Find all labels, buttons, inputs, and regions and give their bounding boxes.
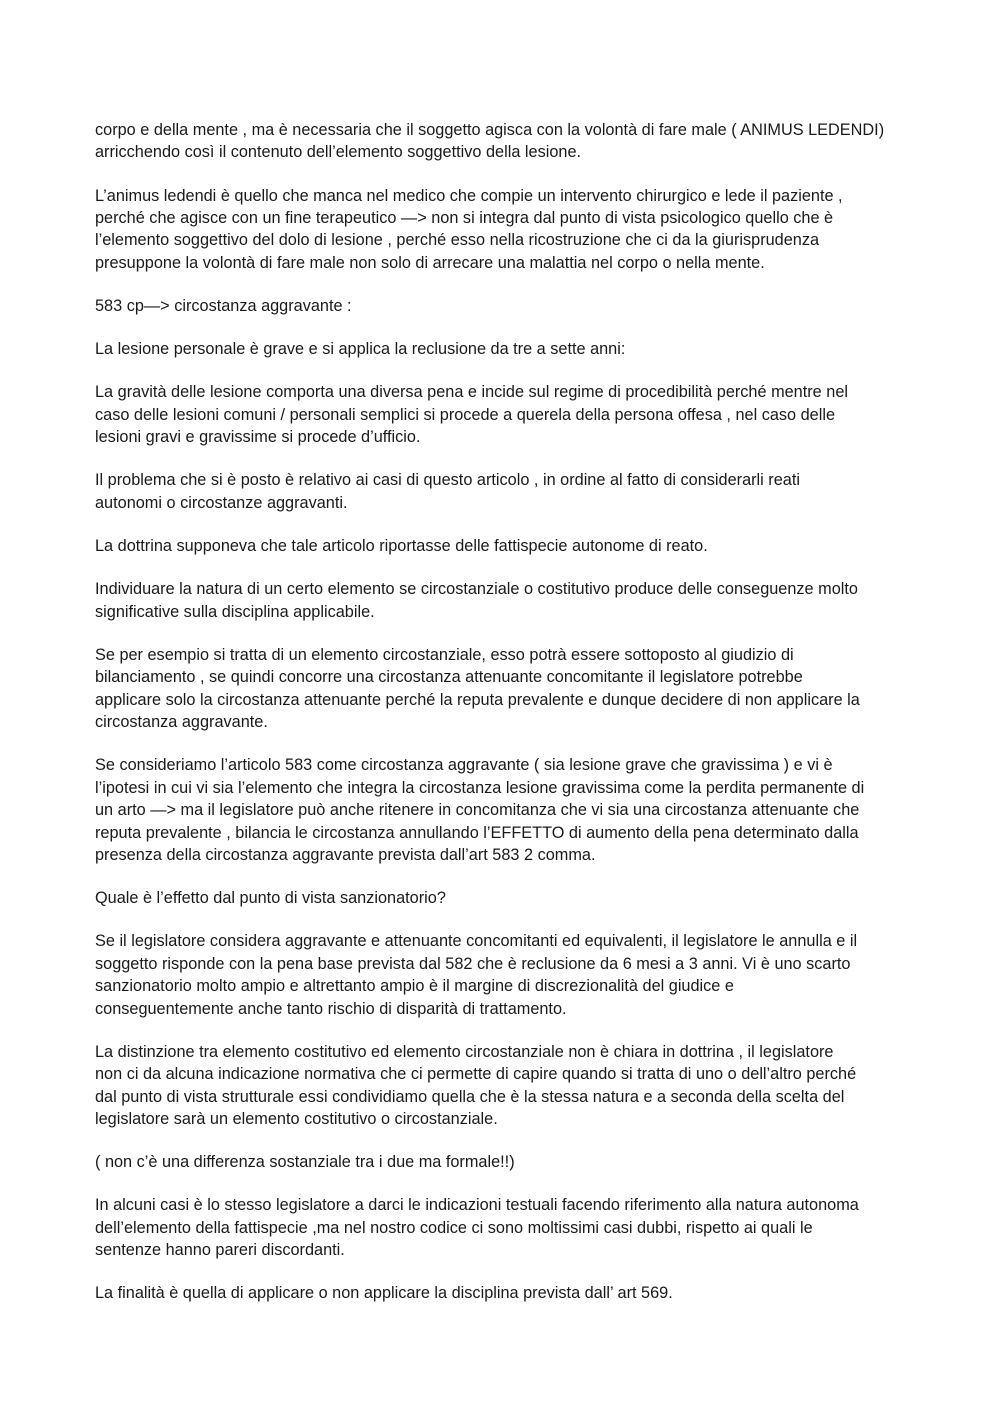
- paragraph: La distinzione tra elemento costitutivo ed elemento circostanziale non è chiara in dottrina , il legislatore non ci da alcuna indicazione normativa che ci permette di capire quando si tratta di uno o dell’altro perché dal punto di vista strutturale essi condividiamo quella che è la stessa natura e a seconda della scelta del legislatore sarà un elemento costitutivo o circostanziale.: [95, 1042, 857, 1128]
- paragraph: corpo e della mente , ma è necessaria che il soggetto agisca con la volontà di fare male ( ANIMUS LEDENDI) arricchendo così il contenuto dell’elemento soggettivo della lesione.: [95, 121, 885, 162]
- paragraph: Il problema che si è posto è relativo ai casi di questo articolo , in ordine al fatto di considerarli reati autonomi o circostanze aggravanti.: [95, 471, 800, 512]
- paragraph: La lesione personale è grave e si applica la reclusione da tre a sette anni:: [95, 340, 626, 359]
- paragraph: In alcuni casi è lo stesso legislatore a darci le indicazioni testuali facendo riferimento alla natura autonoma dell’elemento della fattispecie ,ma nel nostro codice ci sono moltissimi casi dubbi, rispetto ai quali le sentenze hanno pareri discordanti.: [95, 1196, 859, 1260]
- paragraph: Se per esempio si tratta di un elemento circostanziale, esso potrà essere sottoposto al giudizio di bilanciamento , se quindi concorre una circostanza attenuante concomitante il legislatore potrebbe applicare solo la circostanza attenuante perché la reputa prevalente e dunque decidere di non applicare la circostanza aggravante.: [95, 645, 860, 732]
- paragraph: Se consideriamo l’articolo 583 come circostanza aggravante ( sia lesione grave che gravissima ) e vi è l’ipotesi in cui vi sia l’elemento che integra la circostanza lesione gravissima come la perdita permanente di un arto —> ma il legislatore può anche ritenere in concomitanza che vi sia una circostanza attenuante che reputa prevalente , bilancia le circostanza annullando l’EFFETTO di aumento della pena determinato dalla presenza della circostanza aggravante prevista dall’art 583 2 comma.: [95, 756, 865, 864]
- paragraph: La finalità è quella di applicare o non applicare la disciplina prevista dall’ art 569.: [95, 1284, 673, 1303]
- paragraph: ( non c’è una differenza sostanziale tra i due ma formale!!): [95, 1153, 515, 1172]
- paragraph: Individuare la natura di un certo elemento se circostanziale o costitutivo produce delle conseguenze molto significative sulla disciplina applicabile.: [95, 580, 858, 621]
- paragraph: 583 cp—> circostanza aggravante :: [95, 297, 352, 316]
- paragraph: La dottrina supponeva che tale articolo riportasse delle fattispecie autonome di reato.: [95, 537, 708, 556]
- paragraph: Quale è l’effetto dal punto di vista sanzionatorio?: [95, 889, 446, 908]
- paragraph: La gravità delle lesione comporta una diversa pena e incide sul regime di procedibilità perché mentre nel caso delle lesioni comuni / personali semplici si procede a querela della persona offesa , nel caso delle lesioni gravi e gravissime si procede d’ufficio.: [95, 383, 848, 447]
- paragraph: L’animus ledendi è quello che manca nel medico che compie un intervento chirurgico e lede il paziente , perché che agisce con un fine terapeutico —> non si integra dal punto di vista psicologico quello che è l’elemento soggettivo del dolo di lesione , perché esso nella ricostruzione che ci da la giurisprudenza presuppone la volontà di fare male non solo di arrecare una malattia nel corpo o nella mente.: [95, 186, 843, 272]
- document-page: [95, 119, 907, 1326]
- paragraph: Se il legislatore considera aggravante e attenuante concomitanti ed equivalenti, il legislatore le annulla e il soggetto risponde con la pena base prevista dal 582 che è reclusione da 6 mesi a 3 anni. Vi è uno scarto sanzionatorio molto ampio e altrettanto ampio è il margine di discrezionalità del giudice e conseguentemente anche tanto rischio di disparità di trattamento.: [95, 932, 858, 1018]
